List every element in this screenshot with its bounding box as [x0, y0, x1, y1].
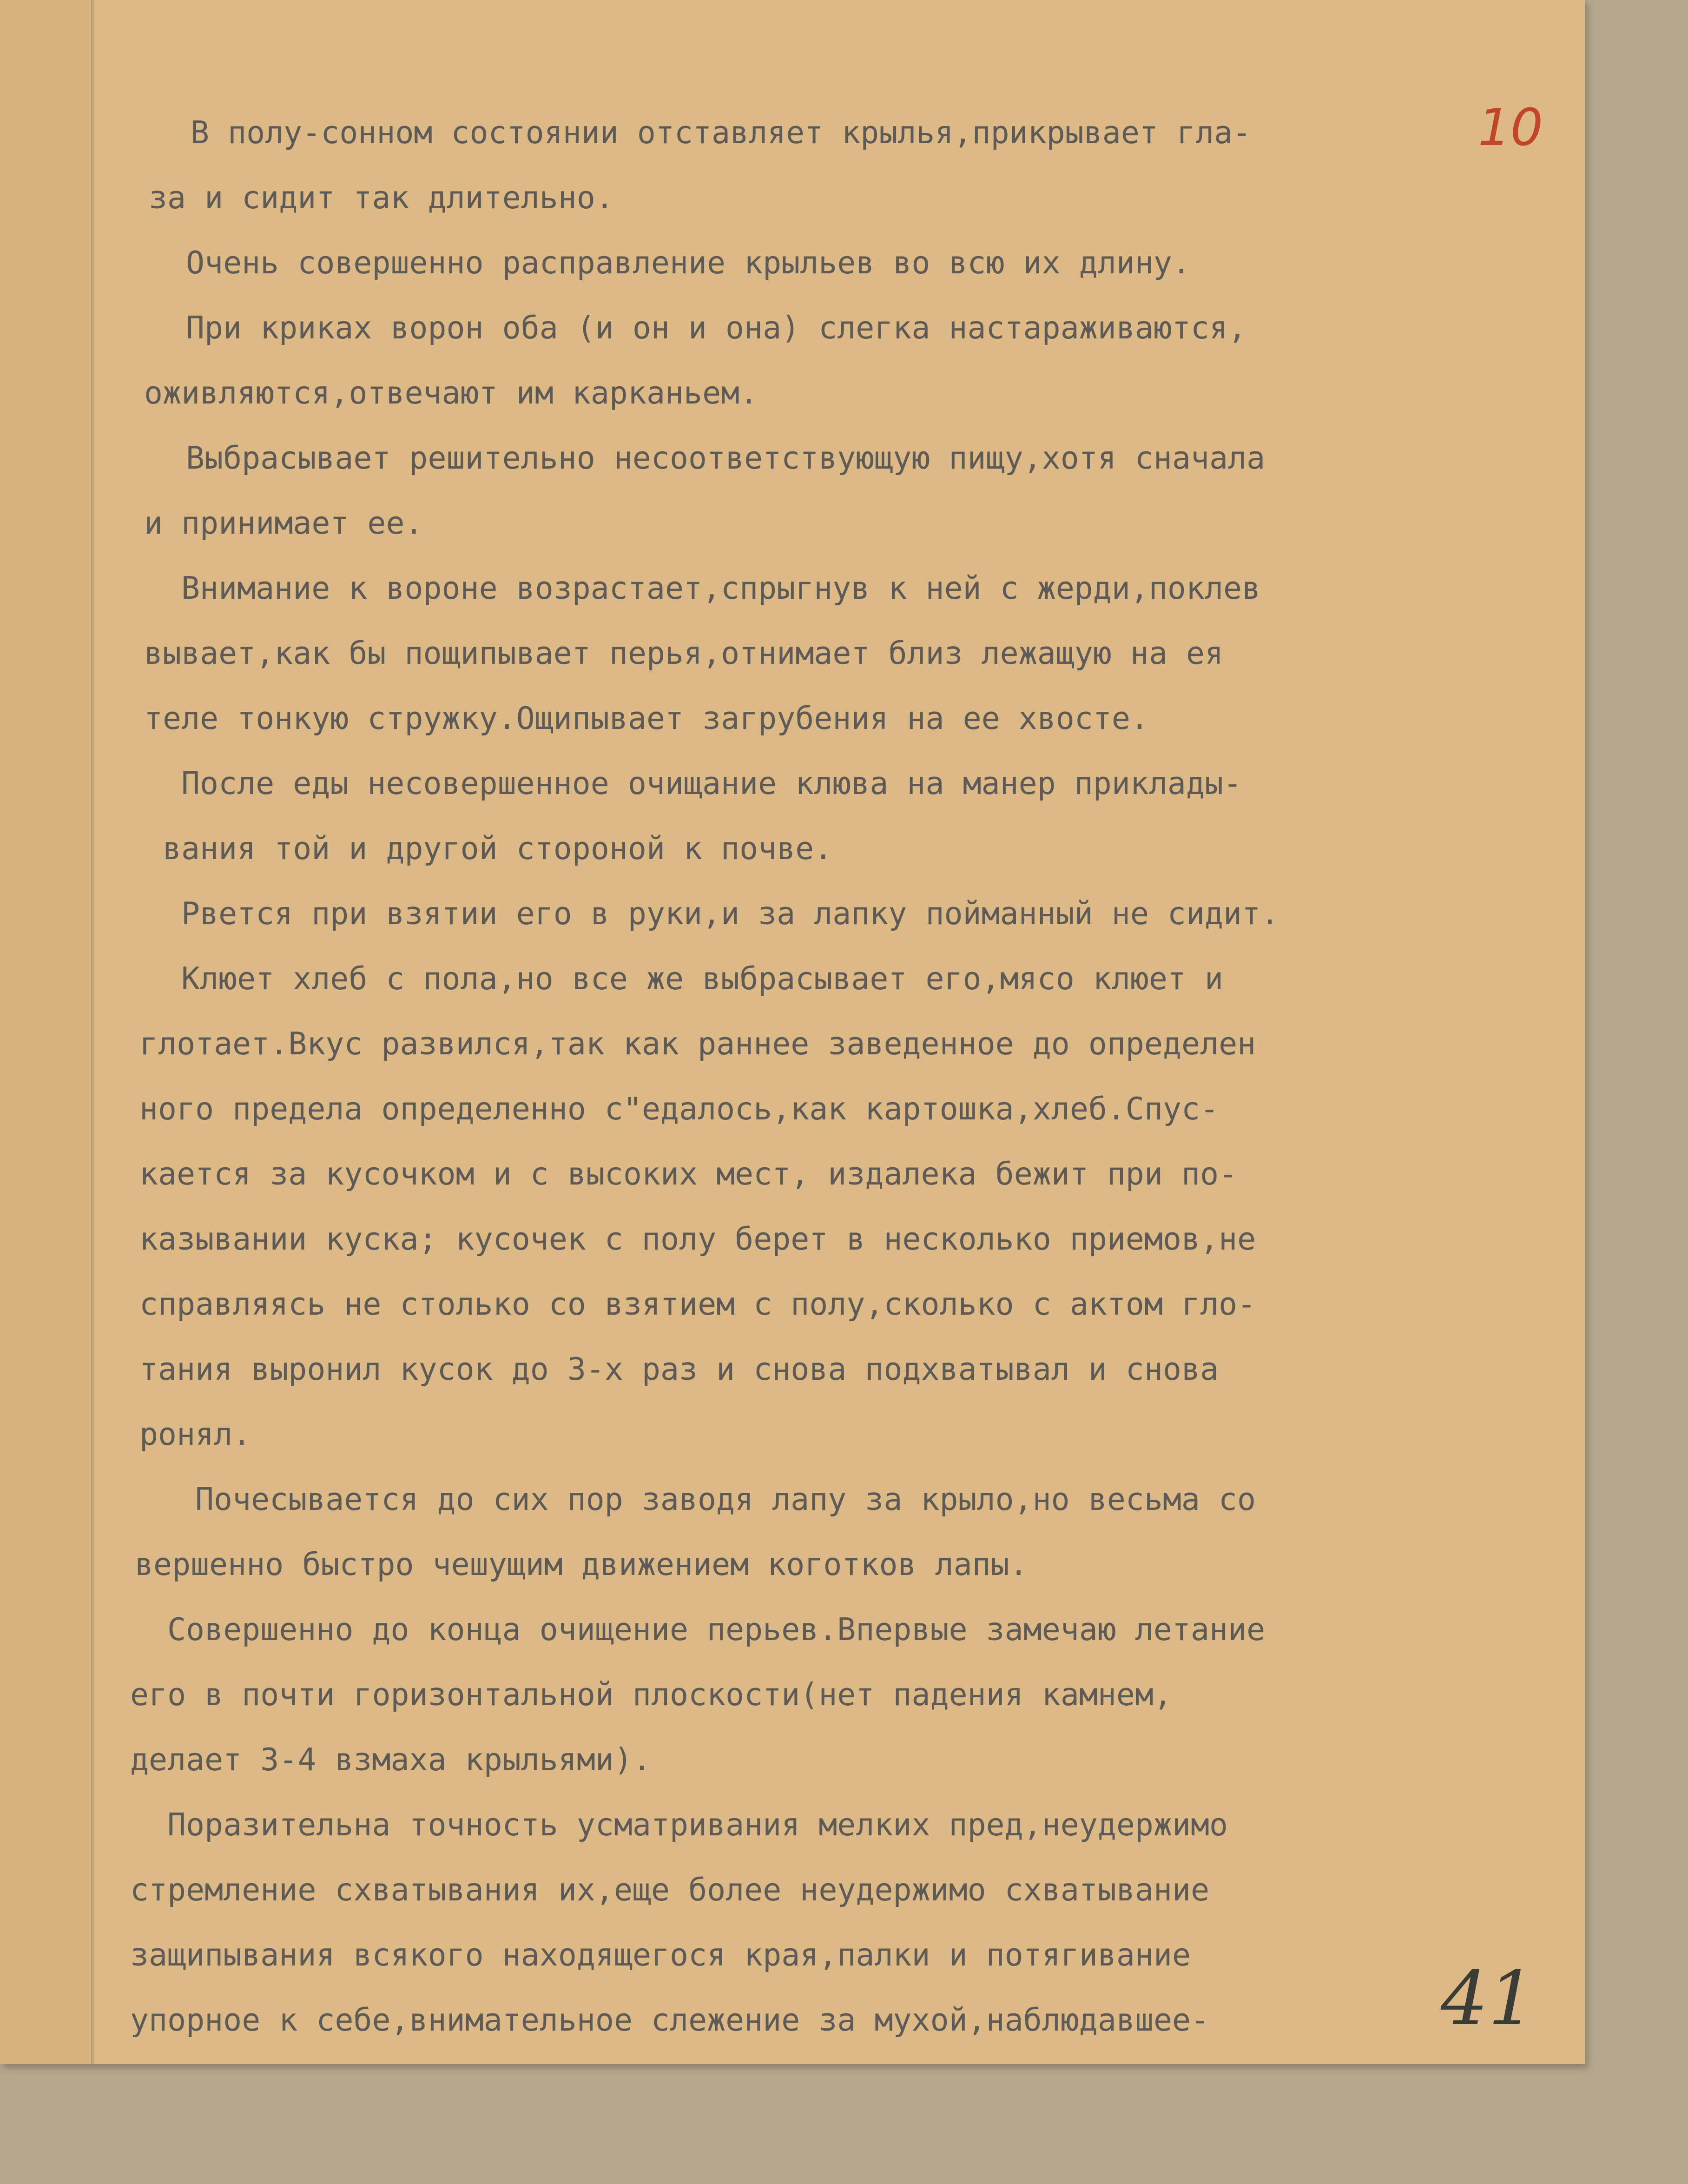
- text-line: теле тонкую стружку.Ощипывает загрубения на ее хвосте.: [144, 700, 1149, 736]
- text-line: делает 3-4 взмаха крыльями).: [130, 1741, 652, 1778]
- text-line: справляясь не столько со взятием с полу,сколько с актом гло-: [139, 1286, 1256, 1322]
- text-line: оживляются,отвечают им карканьем.: [144, 375, 758, 411]
- text-line: Очень совершенно расправление крыльев во всю их длину.: [186, 245, 1191, 281]
- folio-number-red: 10: [1478, 98, 1543, 157]
- text-line: и принимает ее.: [144, 505, 423, 541]
- text-line: В полу-сонном состоянии отставляет крылья,прикрывает гла-: [191, 114, 1252, 151]
- text-line: При криках ворон оба (и он и она) слегка настараживаются,: [186, 310, 1247, 346]
- text-line: его в почти горизонтальной плоскости(нет падения камнем,: [130, 1676, 1173, 1713]
- text-line: глотает.Вкус развился,так как раннее заведенное до определен: [139, 1026, 1256, 1062]
- left-leaf-edge: [0, 0, 91, 2064]
- text-line: Совершенно до конца очищение перьев.Впервые замечаю летание: [167, 1611, 1266, 1648]
- text-line: вывает,как бы пощипывает перья,отнимает близ лежащую на ея: [144, 635, 1224, 671]
- text-line: за и сидит так длительно.: [149, 179, 614, 216]
- text-line: вершенно быстро чешущим движением коготков лапы.: [135, 1546, 1028, 1582]
- text-line: Выбрасывает решительно несоответствующую пищу,хотя сначала: [186, 440, 1266, 476]
- typed-text-body: [130, 100, 1431, 2052]
- text-line: казывании куска; кусочек с полу берет в несколько приемов,не: [139, 1221, 1256, 1257]
- text-line: вания той и другой стороной к почве.: [163, 830, 833, 867]
- folio-number-ink: 41: [1441, 1955, 1536, 2042]
- text-line: кается за кусочком и с высоких мест, издалека бежит при по-: [139, 1156, 1238, 1192]
- text-line: тания выронил кусок до 3-х раз и снова подхватывал и снова: [139, 1351, 1219, 1387]
- text-line: Рвется при взятии его в руки,и за лапку пойманный не сидит.: [181, 895, 1279, 932]
- text-line: упорное к себе,внимательное слежение за мухой,наблюдавшее-: [130, 2002, 1210, 2038]
- text-line: стремление схватывания их,еще более неудержимо схватывание: [130, 1872, 1210, 1908]
- text-line: Клюет хлеб с пола,но все же выбрасывает его,мясо клюет и: [181, 960, 1224, 997]
- text-line: После еды несовершенное очищание клюва на манер приклады-: [181, 765, 1242, 801]
- text-line: защипывания всякого находящегося края,палки и потягивание: [130, 1937, 1191, 1973]
- text-line: ронял.: [139, 1416, 251, 1452]
- text-line: ного предела определенно с"едалось,как картошка,хлеб.Спус-: [139, 1091, 1219, 1127]
- text-line: Поразительна точность усматривания мелких пред,неудержимо: [167, 1807, 1228, 1843]
- text-line: Внимание к вороне возрастает,спрыгнув к ней с жерди,поклев: [181, 570, 1261, 606]
- text-line: Почесывается до сих пор заводя лапу за крыло,но весьма со: [195, 1481, 1256, 1517]
